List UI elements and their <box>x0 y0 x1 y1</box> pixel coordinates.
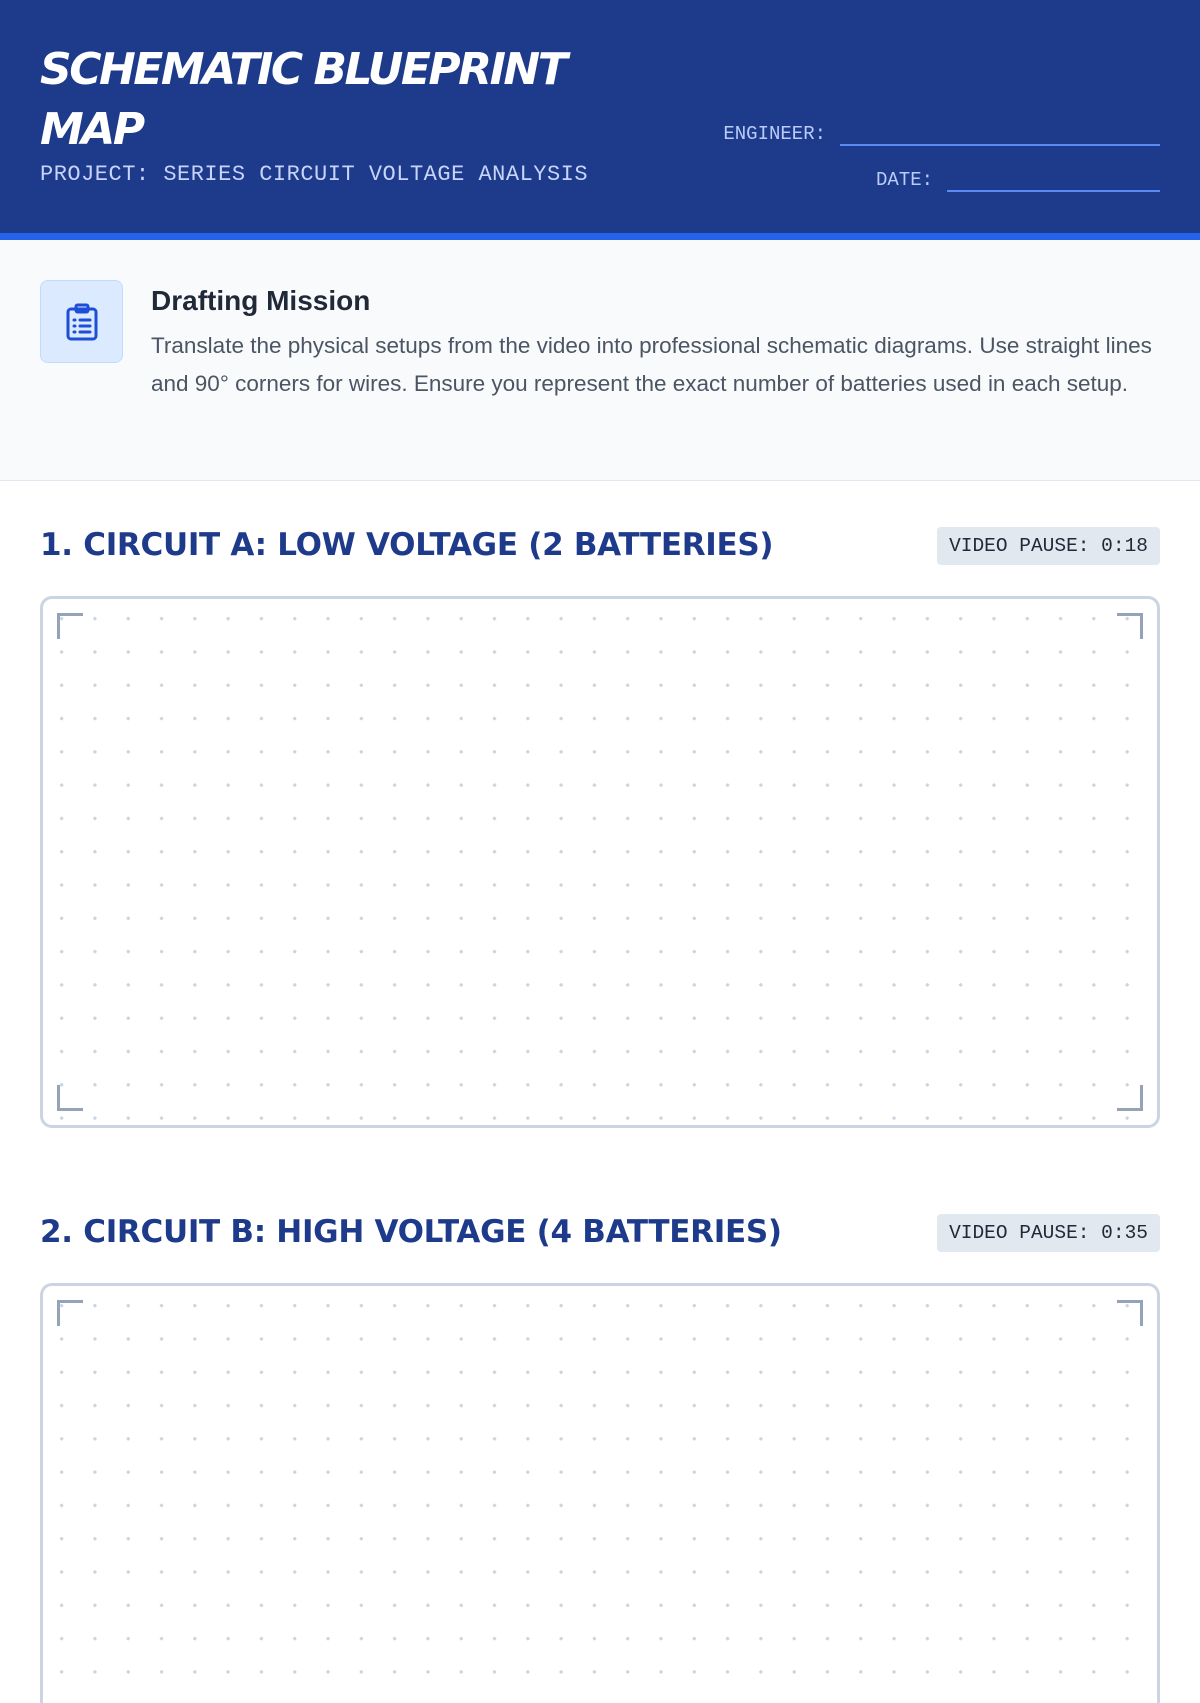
corner-mark <box>1117 613 1143 639</box>
project-subtitle: PROJECT: SERIES CIRCUIT VOLTAGE ANALYSIS <box>40 162 589 187</box>
corner-mark <box>1117 1085 1143 1111</box>
circuit-b-section <box>40 1212 1160 1252</box>
video-pause-badge: VIDEO PAUSE: 0:18 <box>937 527 1160 565</box>
section-header <box>40 525 1160 565</box>
corner-mark <box>57 1085 83 1111</box>
mission-title: Drafting Mission <box>151 285 371 316</box>
engineer-input[interactable] <box>840 114 1160 146</box>
section-title: 1. CIRCUIT A: LOW VOLTAGE (2 BATTERIES) <box>40 527 774 563</box>
engineer-label: ENGINEER: <box>723 123 826 145</box>
circuit-a-section <box>40 525 1160 565</box>
corner-mark <box>1117 1300 1143 1326</box>
mission-text: Translate the physical setups from the video into professional schematic diagrams. Use straight lines and 90° corners for wires. Ensure you represent the exact number of batteries used in each setup. <box>151 333 1152 396</box>
engineer-field <box>723 114 1160 146</box>
clipboard-icon <box>40 280 123 363</box>
corner-mark <box>57 1300 83 1326</box>
corner-mark <box>57 613 83 639</box>
page-title: SCHEMATIC BLUEPRINT MAP <box>40 44 566 155</box>
date-input[interactable] <box>947 160 1160 192</box>
date-label: DATE: <box>875 169 933 191</box>
drawing-canvas[interactable] <box>40 1283 1160 1703</box>
mission-panel <box>0 240 1200 481</box>
drawing-canvas[interactable] <box>40 596 1160 1128</box>
video-pause-badge: VIDEO PAUSE: 0:35 <box>937 1214 1160 1252</box>
header <box>0 0 1200 240</box>
section-header <box>40 1212 1160 1252</box>
date-field <box>876 160 1160 192</box>
section-title: 2. CIRCUIT B: HIGH VOLTAGE (4 BATTERIES) <box>40 1214 782 1250</box>
